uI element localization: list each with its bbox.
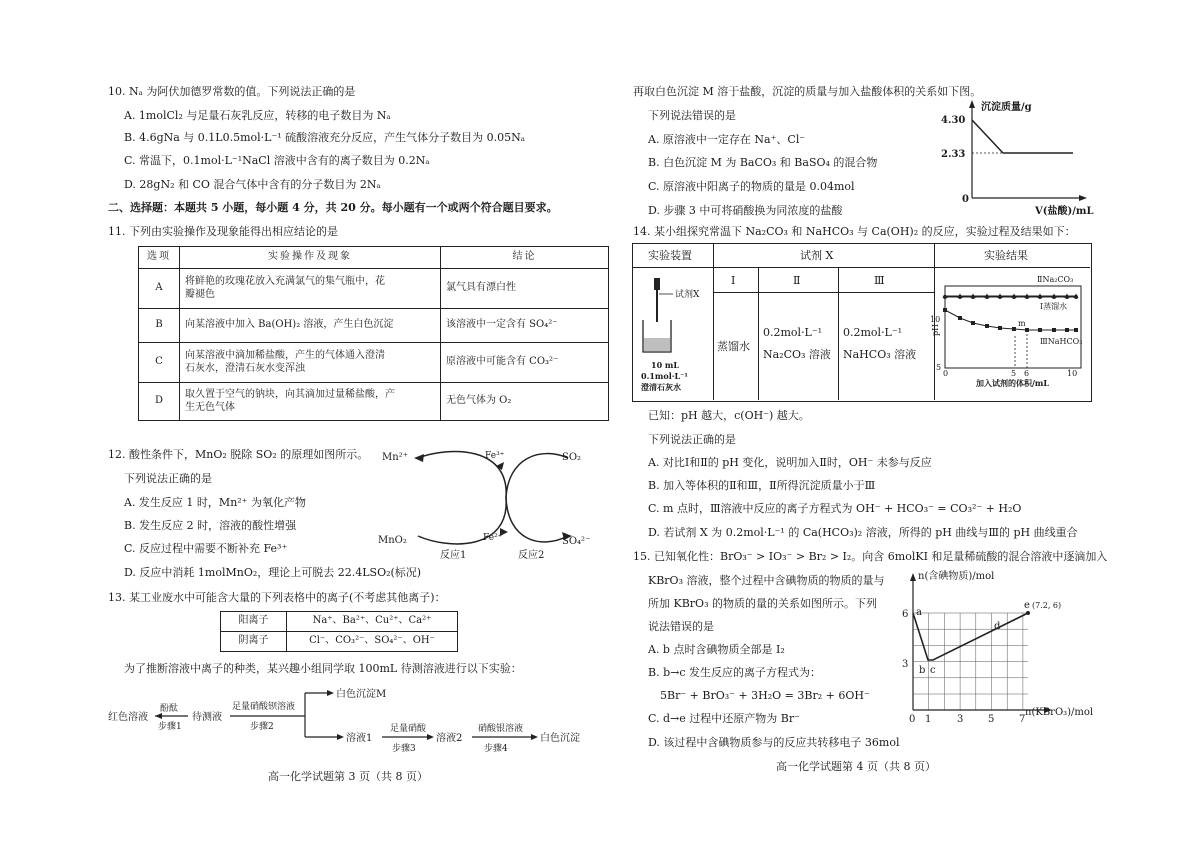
svg-text:硝酸银溶液: 硝酸银溶液 <box>478 724 524 734</box>
q11-header-operation: 实验操作及现象 <box>180 247 441 269</box>
q14-header-device: 实验装置 <box>648 249 692 262</box>
svg-text:pH: pH <box>931 323 940 336</box>
q14-reagent-2b: Na₂CO₃ 溶液 <box>763 348 831 361</box>
svg-text:ⅡNa₂CO₃: ⅡNa₂CO₃ <box>1037 275 1074 284</box>
table-row: C 向某溶液中滴加稀盐酸，产生的气体通入澄清 石灰水，澄清石灰水变浑浊 原溶液中可能含有 CO₃²⁻ <box>139 343 609 383</box>
svg-text:10: 10 <box>1067 369 1078 378</box>
svg-text:步骤1: 步骤1 <box>158 722 182 732</box>
so4-label: SO₄²⁻ <box>562 536 591 547</box>
q12-option-d: D. 反应中消耗 1molMnO₂，理论上可脱去 22.4LSO₂(标况) <box>124 566 422 579</box>
q14-reagent-3a: 0.2mol·L⁻¹ <box>843 326 903 339</box>
curve-point <box>1065 295 1069 299</box>
q14-header-reagent: 试剂 X <box>800 249 834 262</box>
svg-text:0.1mol·L⁻¹: 0.1mol·L⁻¹ <box>641 371 688 381</box>
q15-option-c: C. d→e 过程中还原产物为 Br⁻ <box>648 712 800 725</box>
q14-reagent-1: 蒸馏水 <box>717 340 750 353</box>
q15-line-2: KBrO₃ 溶液，整个过程中含碘物质的物质的量与 <box>648 574 885 587</box>
curve-point <box>985 324 989 328</box>
curve-point <box>1025 328 1029 332</box>
q15-option-d: D. 该过程中含碘物质参与的反应共转移电子 36mol <box>648 736 900 749</box>
q13-continued: 再取白色沉淀 M 溶于盐酸，沉淀的质量与加入盐酸体积的关系如下图。 <box>633 85 982 98</box>
reaction2-label: 反应2 <box>518 550 545 561</box>
svg-text:澄清石灰水: 澄清石灰水 <box>641 382 681 392</box>
svg-text:3: 3 <box>957 714 964 725</box>
svg-text:d: d <box>994 621 1001 632</box>
svg-text:6: 6 <box>1024 369 1030 378</box>
q14-option-a: A. 对比Ⅰ和Ⅱ的 pH 变化，说明加入Ⅱ时，OH⁻ 未参与反应 <box>648 456 932 469</box>
svg-text:溶液2: 溶液2 <box>436 733 463 744</box>
curve-point <box>1052 328 1056 332</box>
q12-sub: 下列说法正确的是 <box>124 472 212 485</box>
svg-text:Ⅰ蒸馏水: Ⅰ蒸馏水 <box>1040 302 1068 311</box>
q13-flow-chart <box>100 685 620 755</box>
curve-point <box>998 295 1002 299</box>
svg-text:5: 5 <box>936 363 942 372</box>
q14-option-b: B. 加入等体积的Ⅱ和Ⅲ，Ⅱ所得沉淀质量小于Ⅲ <box>648 479 876 492</box>
svg-text:0: 0 <box>943 369 949 378</box>
q13-ion-table: 阳离子 Na⁺、Ba²⁺、Cu²⁺、Ca²⁺ 阴离子 Cl⁻、CO₃²⁻、SO₄²⁻、OH⁻ <box>220 611 458 652</box>
q15-iodine-graph <box>900 570 1100 728</box>
svg-text:ⅢNaHCO₃: ⅢNaHCO₃ <box>1040 337 1083 346</box>
q14-sub: 下列说法正确的是 <box>648 433 736 446</box>
q15-option-b: B. b→c 发生反应的离子方程式为： <box>648 666 821 679</box>
svg-text:6: 6 <box>902 609 909 620</box>
table-row: D 取久置于空气的钠块，向其滴加过量稀盐酸，产 生无色气体 无色气体为 O₂ <box>139 383 609 421</box>
q13-option-b: B. 白色沉淀 M 为 BaCO₃ 和 BaSO₄ 的混合物 <box>648 156 878 169</box>
table-row: B 向某溶液中加入 Ba(OH)₂ 溶液，产生白色沉淀 该溶液中一定含有 SO₄²⁻ <box>139 309 609 343</box>
q10-option-b: B. 4.6gNa 与 0.1L0.5mol·L⁻¹ 硫酸溶液充分反应，产生气体分子数目为 0.05Nₐ <box>124 131 526 144</box>
svg-text:b: b <box>919 665 926 676</box>
q12-option-a: A. 发生反应 1 时，Mn²⁺ 为氧化产物 <box>124 496 306 509</box>
curve-point <box>1052 295 1056 299</box>
curve-point <box>1074 328 1078 332</box>
q15-stem: 15. 已知氧化性：BrO₃⁻ > IO₃⁻ > Br₂ > I₂。向含 6molKI 和足量稀硫酸的混合溶液中逐滴加入 <box>633 550 1108 563</box>
svg-text:7: 7 <box>1019 714 1026 725</box>
curve-point <box>1074 295 1078 299</box>
svg-text:沉淀质量/g: 沉淀质量/g <box>981 102 1032 113</box>
svg-text:足量硝酸: 足量硝酸 <box>390 724 427 734</box>
q14-col-2: Ⅱ <box>793 274 801 287</box>
svg-text:酚酞: 酚酞 <box>160 704 179 714</box>
q12-reaction-diagram <box>378 448 605 561</box>
fe2-label: Fe²⁺ <box>483 533 503 543</box>
curve-point <box>1012 295 1016 299</box>
q13-sub: 下列说法错误的是 <box>648 109 736 122</box>
svg-text:n(KBrO₃)/mol: n(KBrO₃)/mol <box>1025 707 1094 718</box>
svg-text:10: 10 <box>930 315 941 324</box>
q15-option-a: A. b 点时含碘物质全部是 I₂ <box>648 643 785 656</box>
svg-text:4.30: 4.30 <box>941 115 966 126</box>
curve-point <box>1038 295 1042 299</box>
q15-option-b-equation: 5Br⁻ + BrO₃⁻ + 3H₂O = 3Br₂ + 6OH⁻ <box>660 689 870 702</box>
svg-text:加入试剂的体积/mL: 加入试剂的体积/mL <box>976 378 1050 388</box>
svg-text:足量硝酸钡溶液: 足量硝酸钡溶液 <box>232 702 296 712</box>
reaction1-label: 反应1 <box>440 550 467 561</box>
svg-text:待测液: 待测液 <box>192 712 222 723</box>
svg-text:0: 0 <box>909 714 916 725</box>
q11-table <box>138 246 609 421</box>
svg-text:白色沉淀: 白色沉淀 <box>540 733 580 744</box>
q13-option-c: C. 原溶液中阳离子的物质的量是 0.04mol <box>648 180 855 193</box>
q14-stem: 14. 某小组探究常温下 Na₂CO₃ 和 NaHCO₃ 与 Ca(OH)₂ 的反应，实验过程及结果如下： <box>633 225 1076 238</box>
series-nahco3 <box>943 308 1078 332</box>
svg-text:1: 1 <box>925 714 932 725</box>
section-2-heading: 二、选择题：本题共 5 小题，每小题 4 分，共 20 分。每小题有一个或两个符合题目要求。 <box>108 201 558 214</box>
curve-point <box>943 308 947 312</box>
q14-col-3: Ⅲ <box>874 274 885 287</box>
q14-reagent-3b: NaHCO₃ 溶液 <box>843 348 917 361</box>
q13-mass-graph <box>925 98 1105 218</box>
svg-text:3: 3 <box>902 659 909 670</box>
svg-text:m: m <box>1018 319 1026 328</box>
q12-stem: 12. 酸性条件下，MnO₂ 脱除 SO₂ 的原理如图所示。 <box>108 448 369 461</box>
curve-point <box>1038 328 1042 332</box>
curve-point <box>998 326 1002 330</box>
q15-line-4: 说法错误的是 <box>648 620 714 633</box>
svg-text:5: 5 <box>1011 369 1017 378</box>
curve-point <box>1065 328 1069 332</box>
curve-point <box>985 295 989 299</box>
q13-option-a: A. 原溶液中一定存在 Na⁺、Cl⁻ <box>648 133 806 146</box>
q11-header-option: 选项 <box>139 247 180 269</box>
page-footer-right: 高一化学试题第 4 页（共 8 页） <box>776 760 936 773</box>
q11-header-conclusion: 结论 <box>441 247 609 269</box>
svg-text:步骤4: 步骤4 <box>484 744 508 754</box>
q15-line-3: 所加 KBrO₃ 的物质的量的关系如图所示。下列 <box>648 597 877 610</box>
svg-text:红色溶液: 红色溶液 <box>108 712 148 723</box>
svg-text:c: c <box>930 665 936 676</box>
table-row: A 将鲜艳的玫瑰花放入充满氯气的集气瓶中，花 瓣褪色 氯气具有漂白性 <box>139 269 609 309</box>
q10-option-a: A. 1molCl₂ 与足量石灰乳反应，转移的电子数目为 Nₐ <box>124 109 391 122</box>
svg-text:步骤3: 步骤3 <box>392 744 416 754</box>
q14-known: 已知：pH 越大，c(OH⁻) 越大。 <box>648 409 810 422</box>
curve-point <box>971 295 975 299</box>
svg-text:e: e <box>1024 600 1030 611</box>
svg-text:10 mL: 10 mL <box>651 360 680 370</box>
curve-point <box>958 316 962 320</box>
curve-point <box>1025 295 1029 299</box>
q10-option-c: C. 常温下，0.1mol·L⁻¹NaCl 溶液中含有的离子数目为 0.2Nₐ <box>124 154 430 167</box>
mno2-label: MnO₂ <box>378 535 407 546</box>
q10-option-d: D. 28gN₂ 和 CO 混合气体中含有的分子数目为 2Nₐ <box>124 178 381 191</box>
svg-text:白色沉淀M: 白色沉淀M <box>336 689 387 700</box>
q14-col-1: Ⅰ <box>731 274 736 287</box>
q14-header-result: 实验结果 <box>984 249 1028 262</box>
q13-stem: 13. 某工业废水中可能含大量的下列表格中的离子(不考虑其他离子)： <box>108 591 446 604</box>
svg-text:步骤2: 步骤2 <box>250 722 274 732</box>
svg-text:5: 5 <box>988 714 995 725</box>
curve-point <box>943 295 947 299</box>
page-footer-left: 高一化学试题第 3 页（共 8 页） <box>268 770 428 783</box>
q14-ph-plot <box>930 270 1090 400</box>
q10-stem: 10. Nₐ 为阿伏加德罗常数的值。下列说法正确的是 <box>108 85 356 98</box>
q12-option-c: C. 反应过程中需要不断补充 Fe³⁺ <box>124 542 288 555</box>
q14-apparatus <box>635 270 713 398</box>
q12-option-b: B. 发生反应 2 时，溶液的酸性增强 <box>124 519 297 532</box>
svg-text:试剂X: 试剂X <box>675 290 700 300</box>
mn2-label: Mn²⁺ <box>382 452 408 463</box>
so2-label: SO₂ <box>562 452 582 463</box>
svg-text:V(盐酸)/mL: V(盐酸)/mL <box>1035 206 1094 217</box>
svg-text:n(含碘物质)/mol: n(含碘物质)/mol <box>918 571 995 582</box>
q13-intro: 为了推断溶液中离子的种类，某兴趣小组同学取 100mL 待测溶液进行以下实验： <box>124 662 522 675</box>
svg-text:溶液1: 溶液1 <box>346 733 373 744</box>
curve-point <box>971 321 975 325</box>
q13-option-d: D. 步骤 3 中可将硝酸换为同浓度的盐酸 <box>648 204 843 217</box>
q14-option-c: C. m 点时，Ⅲ溶液中反应的离子方程式为 OH⁻ + HCO₃⁻ = CO₃²⁻ + H₂O <box>648 502 1022 515</box>
q14-reagent-2a: 0.2mol·L⁻¹ <box>763 326 823 339</box>
curve-point <box>958 295 962 299</box>
q14-option-d: D. 若试剂 X 为 0.2mol·L⁻¹ 的 Ca(HCO₃)₂ 溶液，所得的 pH 曲线与Ⅲ的 pH 曲线重合 <box>648 526 1078 539</box>
svg-text:(7.2, 6): (7.2, 6) <box>1032 601 1062 610</box>
fe3-label: Fe³⁺ <box>485 451 505 461</box>
q11-stem: 11. 下列由实验操作及现象能得出相应结论的是 <box>108 225 338 238</box>
svg-text:0: 0 <box>962 194 969 205</box>
curve-point <box>1012 327 1016 331</box>
svg-text:a: a <box>916 607 922 618</box>
svg-text:2.33: 2.33 <box>941 149 966 160</box>
